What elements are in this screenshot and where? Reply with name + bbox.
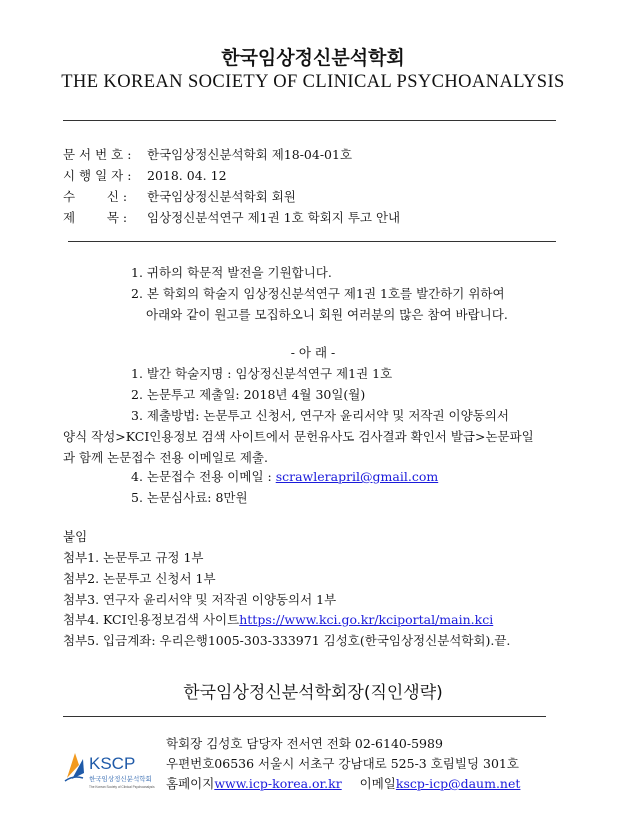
detail-item-3-line2: 양식 작성>KCI인용정보 검색 사이트에서 문헌유사도 검사결과 확인서 발급>논문파일: [63, 429, 534, 444]
detail-item-3-line3: 과 함께 논문접수 전용 이메일로 제출.: [63, 450, 268, 465]
footer-contact-line: 학회장 김성호 담당자 전서연 전화 02-6140-5989: [166, 736, 443, 751]
footer-divider: [63, 716, 546, 717]
kci-portal-link[interactable]: https://www.kci.go.kr/kciportal/main.kci: [239, 612, 494, 627]
attachment-5: 첨부5. 입금계좌: 우리은행1005-303-333971 김성호(한국임상정신분석학회).끝.: [63, 633, 511, 648]
subject-row: [63, 208, 400, 226]
recipient-row: [63, 187, 296, 205]
detail-item-1: 1. 발간 학술지명 : 임상정신분석연구 제1권 1호: [131, 366, 393, 381]
details-heading: - 아 래 -: [290, 345, 336, 360]
logo-name-korean: 한국임상정신분석학회: [89, 775, 152, 783]
footer-address-line: 우편번호06536 서울시 서초구 강남대로 525-3 호림빌딩 301호: [166, 756, 519, 771]
footer-email-link[interactable]: kscp-icp@daum.net: [395, 776, 521, 791]
recipient-value: 한국임상정신분석학회 회원: [147, 189, 296, 204]
detail-item-4: [131, 467, 438, 485]
attachment-3: 첨부3. 연구자 윤리서약 및 저작권 이양동의서 1부: [63, 592, 337, 607]
recipient-label: 수 신 :: [63, 189, 128, 204]
submission-email-label: 4. 논문접수 전용 이메일 :: [131, 469, 272, 484]
logo-name-english: The Korean Society of Clinical Psychoanalysis: [89, 785, 155, 789]
issue-date-row: [63, 166, 227, 184]
closing-signature: 한국임상정신분석학회장(직인생략): [183, 683, 443, 703]
detail-item-5: 5. 논문심사료: 8만원: [131, 490, 248, 505]
intro-item-2-line1: 2. 본 학회의 학술지 임상정신분석연구 제1권 1호를 발간하기 위하여: [131, 286, 505, 301]
homepage-link[interactable]: www.icp-korea.or.kr: [214, 776, 342, 791]
detail-item-2: 2. 논문투고 제출일: 2018년 4월 30일(월): [131, 387, 366, 402]
attachment-4-label: 첨부4. KCI인용정보검색 사이트: [63, 612, 240, 627]
logo-acronym: KSCP: [89, 754, 136, 773]
homepage-label: 홈페이지: [166, 776, 215, 791]
doc-number-label: 문 서 번 호 :: [63, 147, 132, 162]
attachment-4: [63, 610, 493, 628]
detail-item-3-line1: 3. 제출방법: 논문투고 신청서, 연구자 윤리서약 및 저작권 이양동의서: [131, 408, 509, 423]
submission-email-link[interactable]: scrawlerapril@gmail.com: [275, 469, 439, 484]
footer-web-line: [166, 774, 520, 792]
subject-label: 제 목 :: [63, 210, 128, 225]
header-divider: [63, 120, 556, 121]
issue-date-value: 2018. 04. 12: [147, 168, 227, 183]
intro-item-1: 1. 귀하의 학문적 발전을 기원합니다.: [131, 265, 332, 280]
meta-divider: [68, 241, 556, 242]
attachment-2: 첨부2. 논문투고 신청서 1부: [63, 571, 216, 586]
doc-number-row: [63, 145, 352, 163]
email-label: 이메일: [359, 776, 396, 791]
kscp-logo: [63, 745, 155, 795]
attachments-heading: 붙임: [63, 529, 88, 544]
intro-item-2-line2: 아래와 같이 원고를 모집하오니 회원 여러분의 많은 참여 바랍니다.: [146, 307, 508, 322]
attachment-1: 첨부1. 논문투고 규정 1부: [63, 550, 204, 565]
society-title-korean: 한국임상정신분석학회: [221, 47, 405, 69]
subject-value: 임상정신분석연구 제1권 1호 학회지 투고 안내: [147, 210, 401, 225]
society-title-english: THE KOREAN SOCIETY OF CLINICAL PSYCHOANALYSIS: [61, 72, 565, 92]
kscp-logo-mark: [63, 745, 155, 795]
doc-number-value: 한국임상정신분석학회 제18-04-01호: [147, 147, 353, 162]
issue-date-label: 시 행 일 자 :: [63, 168, 132, 183]
